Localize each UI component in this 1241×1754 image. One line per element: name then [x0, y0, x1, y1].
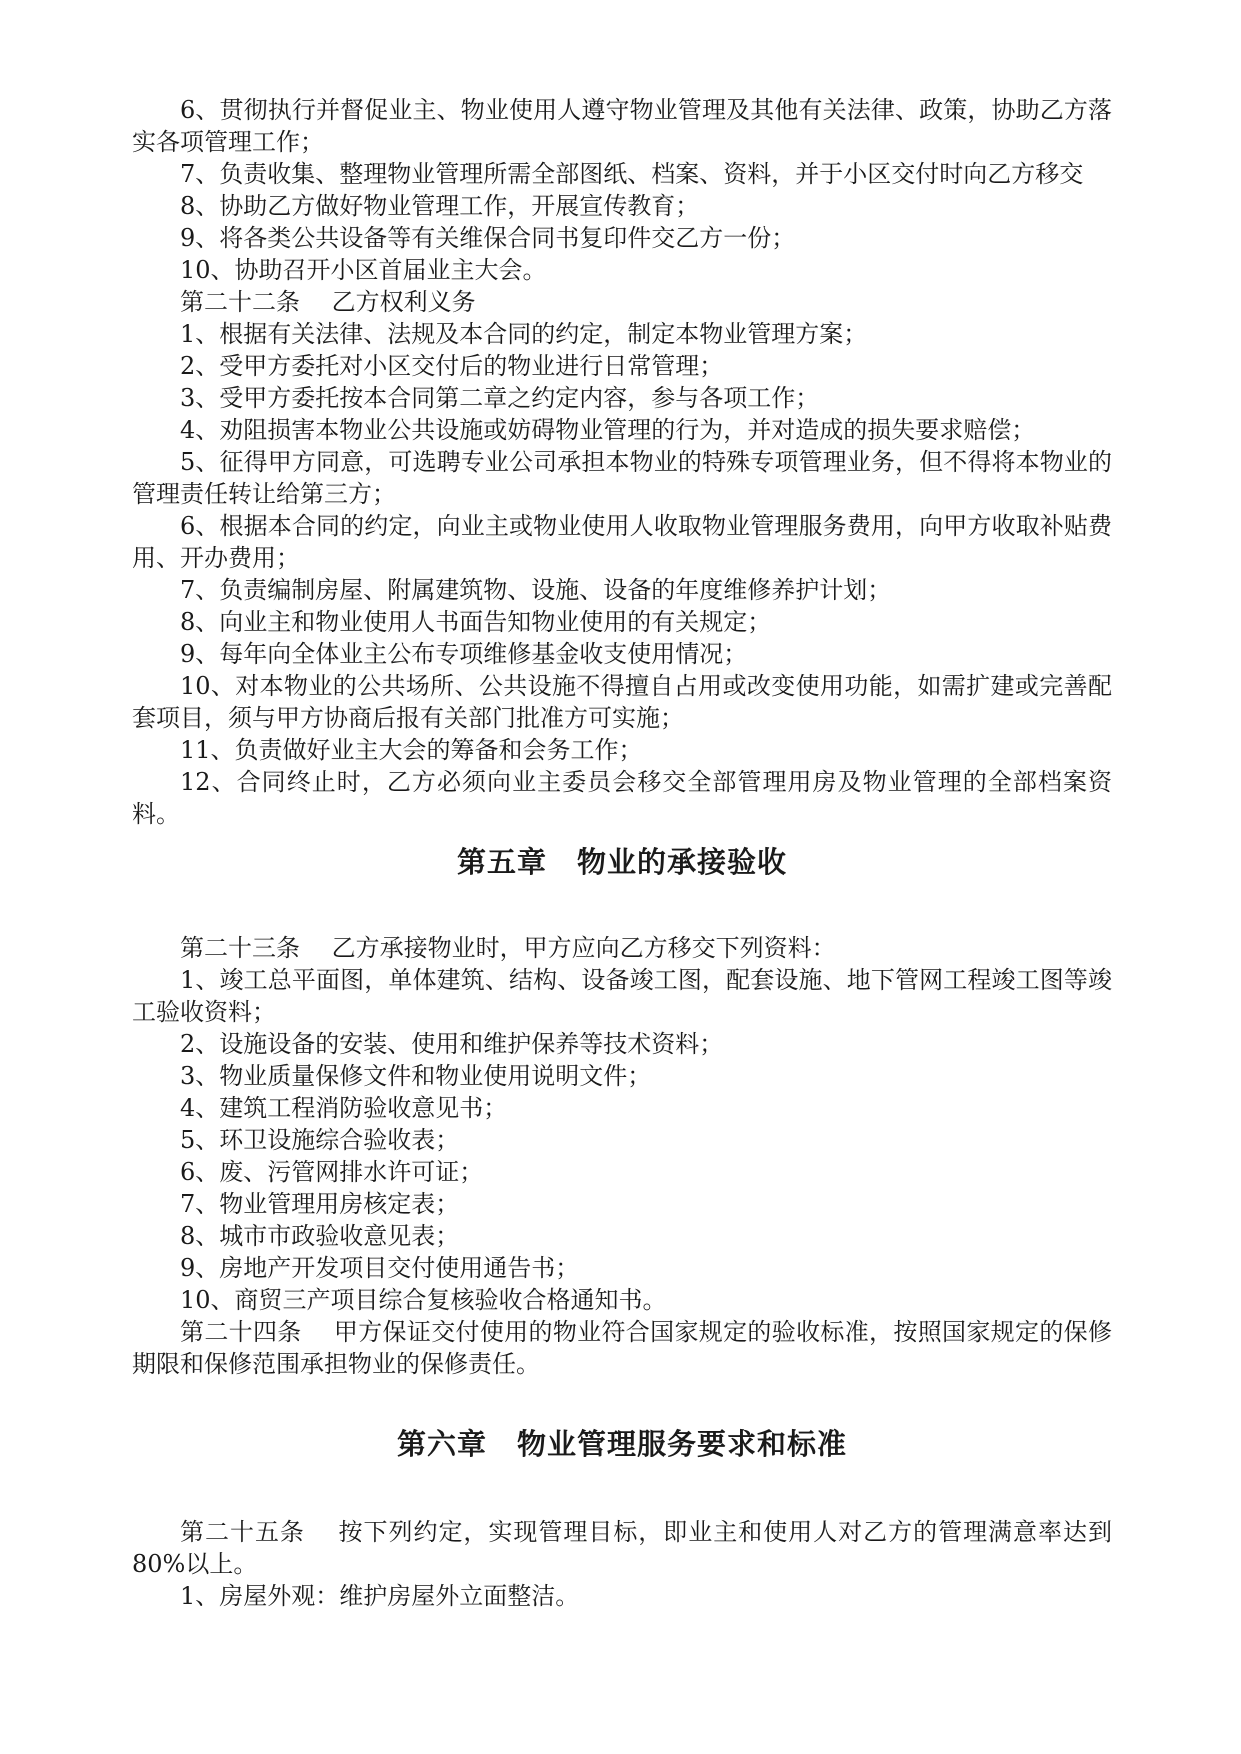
paragraph: 7、物业管理用房核定表；	[180, 1190, 460, 1218]
paragraph: 8、城市市政验收意见表；	[180, 1222, 460, 1250]
paragraph: 12、合同终止时，乙方必须向业主委员会移交全部管理用房及物业管理的全部档案资料。	[132, 768, 1112, 828]
paragraph: 7、负责编制房屋、附属建筑物、设施、设备的年度维修养护计划；	[180, 576, 892, 604]
paragraph: 1、房屋外观：维护房屋外立面整洁。	[180, 1582, 580, 1610]
document-page	[132, 94, 1112, 1612]
paragraph: 2、受甲方委托对小区交付后的物业进行日常管理；	[180, 352, 724, 380]
section-block-3	[132, 1516, 1112, 1612]
paragraph: 10、协助召开小区首届业主大会。	[180, 256, 547, 284]
paragraph: 5、征得甲方同意，可选聘专业公司承担本物业的特殊专项管理业务，但不得将本物业的管理责任转让给第三方；	[132, 448, 1112, 508]
paragraph: 9、每年向全体业主公布专项维修基金收支使用情况；	[180, 640, 748, 668]
paragraph: 10、对本物业的公共场所、公共设施不得擅自占用或改变使用功能，如需扩建或完善配套项目，须与甲方协商后报有关部门批准方可实施；	[132, 672, 1112, 732]
paragraph: 3、受甲方委托按本合同第二章之约定内容，参与各项工作；	[180, 384, 820, 412]
paragraph: 11、负责做好业主大会的筹备和会务工作；	[180, 736, 643, 764]
paragraph: 9、房地产开发项目交付使用通告书；	[180, 1254, 580, 1282]
paragraph: 7、负责收集、整理物业管理所需全部图纸、档案、资料，并于小区交付时向乙方移交	[180, 160, 1084, 188]
article-heading: 第二十二条 乙方权利义务	[180, 288, 476, 316]
paragraph: 4、劝阻损害本物业公共设施或妨碍物业管理的行为，并对造成的损失要求赔偿；	[180, 416, 1036, 444]
article-heading: 第二十五条 按下列约定，实现管理目标，即业主和使用人对乙方的管理满意率达到80%以上。	[132, 1518, 1112, 1578]
chapter-heading: 第五章 物业的承接验收	[456, 845, 787, 879]
paragraph: 4、建筑工程消防验收意见书；	[180, 1094, 508, 1122]
paragraph: 10、商贸三产项目综合复核验收合格通知书。	[180, 1286, 667, 1314]
paragraph: 6、根据本合同的约定，向业主或物业使用人收取物业管理服务费用，向甲方收取补贴费用、开办费用；	[132, 512, 1112, 572]
article-heading: 第二十三条 乙方承接物业时，甲方应向乙方移交下列资料：	[180, 934, 836, 962]
paragraph: 5、环卫设施综合验收表；	[180, 1126, 460, 1154]
paragraph: 1、根据有关法律、法规及本合同的约定，制定本物业管理方案；	[180, 320, 868, 348]
paragraph: 8、向业主和物业使用人书面告知物业使用的有关规定；	[180, 608, 772, 636]
section-block-1	[132, 94, 1112, 830]
paragraph: 6、贯彻执行并督促业主、物业使用人遵守物业管理及其他有关法律、政策，协助乙方落实各项管理工作；	[132, 96, 1112, 156]
section-block-2	[132, 932, 1112, 1380]
article-heading: 第二十四条 甲方保证交付使用的物业符合国家规定的验收标准，按照国家规定的保修期限和保修范围承担物业的保修责任。	[132, 1318, 1112, 1378]
paragraph: 8、协助乙方做好物业管理工作，开展宣传教育；	[180, 192, 700, 220]
paragraph: 9、将各类公共设备等有关维保合同书复印件交乙方一份；	[180, 224, 796, 252]
chapter-heading: 第六章 物业管理服务要求和标准	[396, 1427, 847, 1461]
paragraph: 6、废、污管网排水许可证；	[180, 1158, 484, 1186]
paragraph: 3、物业质量保修文件和物业使用说明文件；	[180, 1062, 652, 1090]
paragraph: 1、竣工总平面图，单体建筑、结构、设备竣工图，配套设施、地下管网工程竣工图等竣工验收资料；	[132, 966, 1112, 1026]
paragraph: 2、设施设备的安装、使用和维护保养等技术资料；	[180, 1030, 724, 1058]
